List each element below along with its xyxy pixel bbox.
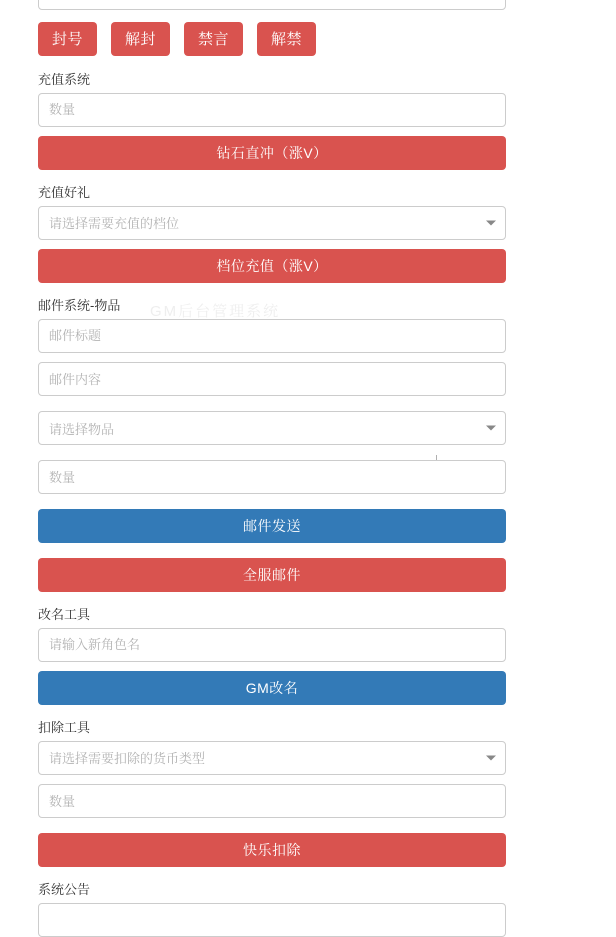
- recharge-tier-select-value[interactable]: 请选择需要充值的档位: [38, 206, 506, 240]
- unban-button[interactable]: 解封: [111, 22, 170, 56]
- announcement-section: [38, 882, 506, 937]
- new-role-name-input[interactable]: [38, 628, 506, 662]
- tier-recharge-button[interactable]: 档位充值（涨V）: [38, 249, 506, 283]
- mail-amount-input[interactable]: [38, 460, 506, 494]
- watermark-text: GM后台管理系统: [150, 303, 281, 320]
- mail-title-input[interactable]: [38, 319, 506, 353]
- announcement-input[interactable]: [38, 903, 506, 937]
- mail-broadcast-button[interactable]: 全服邮件: [38, 558, 506, 592]
- deduct-tool-section: [38, 720, 506, 775]
- rename-tool-section: [38, 607, 506, 662]
- unmute-button[interactable]: 解禁: [257, 22, 316, 56]
- mute-button[interactable]: 禁言: [184, 22, 243, 56]
- mail-send-button[interactable]: 邮件发送: [38, 509, 506, 543]
- ban-button[interactable]: 封号: [38, 22, 97, 56]
- recharge-system-label: 充值系统: [38, 72, 91, 87]
- mail-item-select-value[interactable]: 请选择物品: [38, 411, 506, 445]
- recharge-amount-input[interactable]: [38, 93, 506, 127]
- deduct-currency-select[interactable]: [38, 741, 506, 775]
- announcement-label: 系统公告: [38, 882, 91, 897]
- diamond-recharge-button[interactable]: 钻石直冲（涨V）: [38, 136, 506, 170]
- recharge-tier-select[interactable]: [38, 206, 506, 240]
- recharge-gift-label: 充值好礼: [38, 185, 91, 200]
- happy-deduct-button[interactable]: 快乐扣除: [38, 833, 506, 867]
- mail-item-select[interactable]: [38, 411, 506, 445]
- recharge-system-section: [38, 72, 506, 127]
- deduct-currency-select-value[interactable]: 请选择需要扣除的货币类型: [38, 741, 506, 775]
- mail-system-label: 邮件系统-物品: [38, 298, 121, 313]
- account-action-buttons: [38, 22, 316, 56]
- rename-tool-label: 改名工具: [38, 607, 91, 622]
- recharge-gift-section: [38, 185, 506, 240]
- top-partial-input[interactable]: [38, 0, 506, 10]
- mail-content-input[interactable]: [38, 362, 506, 396]
- mail-system-section: [38, 298, 506, 353]
- deduct-tool-label: 扣除工具: [38, 720, 91, 735]
- deduct-amount-input[interactable]: [38, 784, 506, 818]
- page-scrollbar[interactable]: [608, 0, 616, 919]
- gm-rename-button[interactable]: GM改名: [38, 671, 506, 705]
